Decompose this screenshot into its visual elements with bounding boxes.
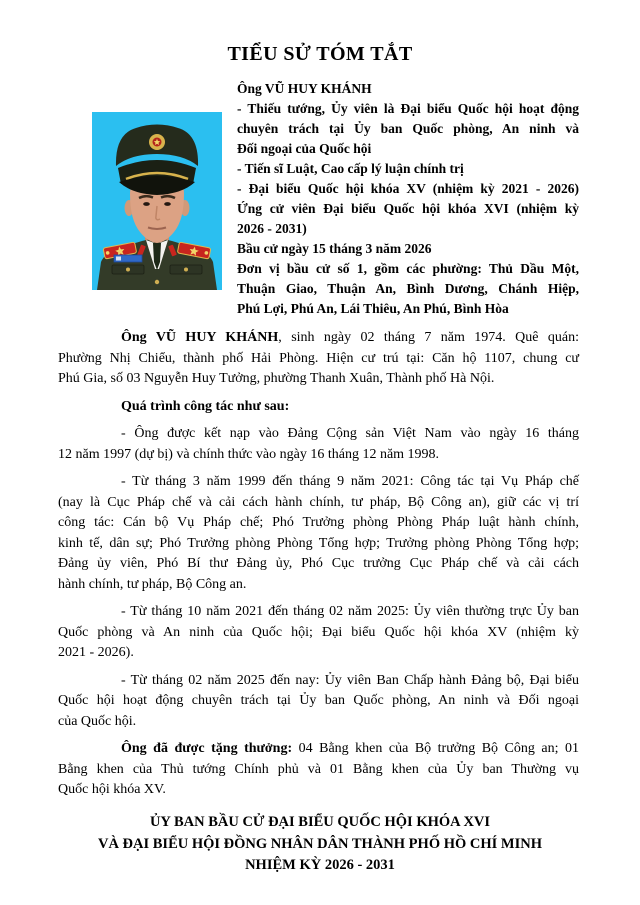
body-line: công tác: Cán bộ Vụ Pháp chế; Phó Trưởng phòng Phòng Pháp luật hành chính, [58,515,579,530]
footer-committee [40,812,600,877]
profile-line: chuyên trách tại Ủy ban Quốc phòng, An ninh và [237,121,579,136]
profile-line: - Đại biểu Quốc hội khóa XV (nhiệm kỳ 2021 - 2026) [237,181,579,196]
body-line: Quốc phòng và An ninh của Quốc hội; Đại biểu Quốc hội khóa XV (nhiệm kỳ [58,624,579,640]
profile-line: Đơn vị bầu cử số 1, gồm các phường: Thủ Dầu Một, [237,261,579,276]
footer-line: ỦY BAN BẦU CỬ ĐẠI BIỂU QUỐC HỘI KHÓA XVI [149,814,491,830]
body-line: - Từ tháng 02 năm 2025 đến nay: Ủy viên Ban Chấp hành Đảng bộ, Đại biểu [121,672,579,688]
body-line: Quốc hội khóa XV. [58,782,166,797]
body-line: Bằng khen của Thủ tướng Chính phủ và 01 Bằng khen của Ủy ban Thường vụ [58,761,579,777]
button [155,280,159,284]
profile-line: - Thiếu tướng, Ủy viên là Đại biểu Quốc hội hoạt động [237,101,579,116]
name-badge-photo [116,257,121,261]
footer-line: NHIỆM KỲ 2026 - 2031 [245,857,395,873]
profile-line: Thuận Giao, Thuận An, Bình Dương, Chánh Hiệp, [237,281,579,296]
portrait-photo-drawing [92,112,222,290]
profile-summary [237,79,579,319]
body-line: của Quốc hội. [58,713,137,729]
eye-right [164,202,171,206]
body-line: hành chính, tư pháp, Bộ Công an. [58,576,247,592]
profile-line: 2026 - 2031) [237,221,307,236]
profile-line: Phú Lợi, Phú An, Lái Thiêu, An Phú, Bình Hòa [237,301,509,316]
body-line: Quốc hội hoạt động chuyên trách tại Ủy ban Quốc phòng, An ninh và Đối ngoại [58,693,579,708]
body-line: Ông VŨ HUY KHÁNH, sinh ngày 02 tháng 7 năm 1974. Quê quán: [121,330,579,345]
profile-line: Đối ngoại của Quốc hội [237,141,372,156]
button [126,268,130,272]
body-line: 2021 - 2026). [58,645,134,660]
profile-line: Bầu cử ngày 15 tháng 3 năm 2026 [237,241,432,256]
profile-line: Ông VŨ HUY KHÁNH [237,81,372,96]
body-line: Quá trình công tác như sau: [121,398,290,414]
body-line: - Ông được kết nạp vào Đảng Cộng sản Việt Nam vào ngày 16 tháng [121,426,579,441]
body-line: Phú Gia, số 03 Nguyễn Huy Tưởng, phường Thanh Xuân, Thành phố Hà Nội. [58,371,495,386]
profile-line: - Tiến sĩ Luật, Cao cấp lý luận chính trị [237,161,464,176]
body-line: - Từ tháng 10 năm 2021 đến tháng 02 năm 2025: Ủy viên thường trực Ủy ban [121,604,579,619]
profile-line: Ứng cử viên Đại biểu Quốc hội khóa XVI (nhiệm kỳ [237,201,579,216]
eye-left [143,202,150,206]
body-line: Phường Nhị Chiểu, thành phố Hải Phòng. Hiện cư trú tại: Căn hộ 1107, chung cư [58,350,579,366]
body-line: kinh tế, dân sự; Phó Trưởng phòng Phòng Tổng hợp; Trưởng phòng Phòng Tổng hợp; [58,535,579,551]
button [184,268,188,272]
body-line: (nay là Cục Pháp chế và cải cách hành chính, tư pháp, Bộ Công an), giữ các vị trí [58,494,579,510]
page-title: TIỂU SỬ TÓM TẮT [227,43,413,65]
biography-body [58,328,579,801]
body-line: Ông đã được tặng thưởng: 04 Bằng khen của Bộ trưởng Bộ Công an; 01 [121,741,579,756]
footer-line: VÀ ĐẠI BIỂU HỘI ĐỒNG NHÂN DÂN THÀNH PHỐ HỒ CHÍ MINH [97,835,543,852]
body-line: Đảng ủy viên, Phó Bí thư Đảng ủy, Phó Cục trưởng Cục Pháp chế và cải cách [58,556,579,571]
body-line: - Từ tháng 3 năm 1999 đến tháng 9 năm 2021: Công tác tại Vụ Pháp chế [121,474,579,489]
portrait-photo [92,112,222,290]
body-line: 12 năm 1997 (dự bị) và chính thức vào ngày 16 tháng 12 năm 1998. [58,446,440,462]
